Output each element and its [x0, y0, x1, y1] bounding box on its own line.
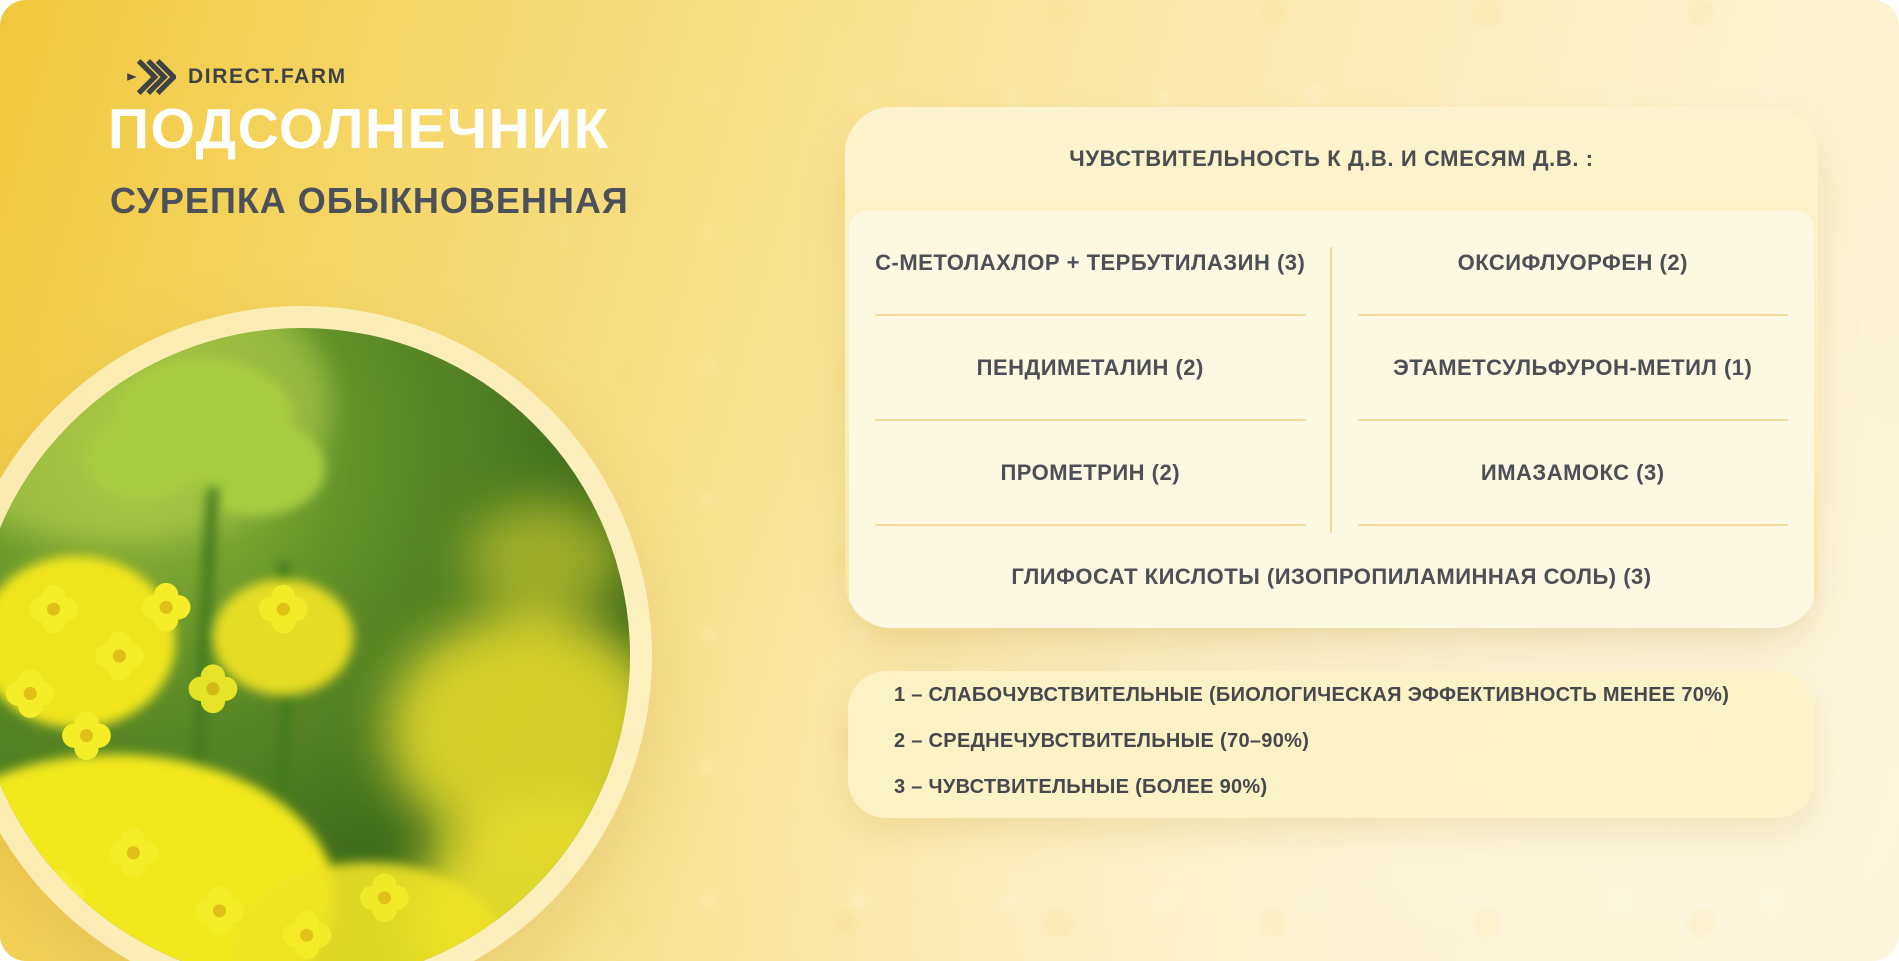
- sensitivity-table: [849, 211, 1814, 628]
- herbicide-label: ОКСИФЛУОРФЕН (2): [1457, 250, 1688, 275]
- brand-logo: [126, 58, 347, 96]
- herbicide-label: С-МЕТОЛАХЛОР + ТЕРБУТИЛАЗИН (3): [875, 250, 1306, 275]
- weed-title: СУРЕПКА ОБЫКНОВЕННАЯ: [110, 180, 629, 221]
- herbicide-cell-full-width: [849, 525, 1814, 628]
- legend-item-3: 3 – ЧУВСТВИТЕЛЬНЫЕ (БОЛЕЕ 90%): [894, 776, 1268, 798]
- legend-item-1: 1 – СЛАБОЧУВСТВИТЕЛЬНЫЕ (БИОЛОГИЧЕСКАЯ ЭФФЕКТИВНОСТЬ МЕНЕЕ 70%): [894, 684, 1730, 706]
- sensitivity-card-title: ЧУВСТВИТЕЛЬНОСТЬ К Д.В. И СМЕСЯМ Д.В. :: [1069, 146, 1594, 171]
- weed-flowers-illustration: [0, 328, 630, 961]
- legend-item-2: 2 – СРЕДНЕЧУВСТВИТЕЛЬНЫЕ (70–90%): [894, 730, 1310, 752]
- crop-title: ПОДСОЛНЕЧНИК: [108, 97, 610, 161]
- herbicide-cell: [1332, 315, 1815, 420]
- brand-name: DIRECT.FARM: [188, 65, 347, 88]
- herbicide-cell: [849, 420, 1332, 525]
- herbicide-cell: [849, 211, 1332, 315]
- herbicide-cell: [1332, 211, 1815, 315]
- herbicide-label: ГЛИФОСАТ КИСЛОТЫ (ИЗОПРОПИЛАМИННАЯ СОЛЬ) (3): [1011, 563, 1652, 589]
- herbicide-cell: [849, 315, 1332, 420]
- column-divider: [1330, 247, 1332, 533]
- herbicide-label: ПРОМЕТРИН (2): [1000, 459, 1181, 485]
- sensitivity-card-header: [845, 107, 1818, 211]
- weed-photo: [0, 328, 630, 961]
- legend-card: [848, 671, 1814, 818]
- herbicide-label: ЭТАМЕТСУЛЬФУРОН-МЕТИЛ (1): [1393, 354, 1753, 380]
- sensitivity-card: [845, 107, 1818, 628]
- herbicide-label: ИМАЗАМОКС (3): [1480, 459, 1665, 485]
- herbicide-cell: [1332, 420, 1815, 525]
- chevron-arrow-icon: [126, 58, 176, 96]
- herbicide-label: ПЕНДИМЕТАЛИН (2): [976, 354, 1204, 380]
